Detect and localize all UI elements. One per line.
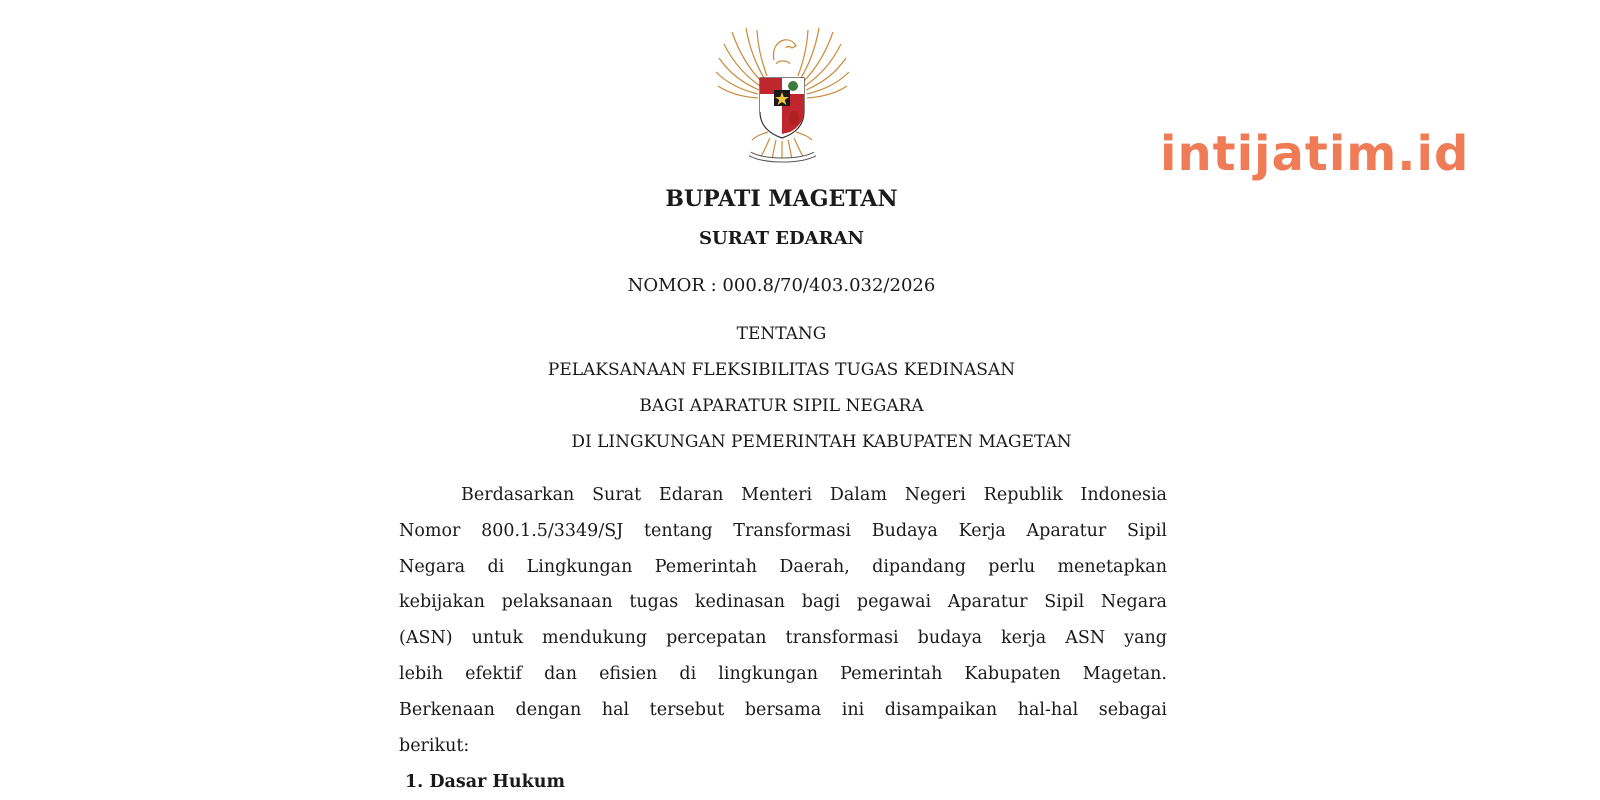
document-subtitle: SURAT EDARAN: [699, 228, 864, 249]
body-line: lebih efektif dan efisien di lingkungan Pemerintah Kabupaten Magetan.: [399, 663, 1167, 684]
body-line: berikut:: [399, 735, 470, 756]
subject-line: BAGI APARATUR SIPIL NEGARA: [639, 396, 924, 416]
document-title: BUPATI MAGETAN: [665, 186, 898, 212]
body-line: kebijakan pelaksanaan tugas kedinasan bagi pegawai Aparatur Sipil Negara: [399, 592, 1167, 613]
list-item-first: 1. Dasar Hukum: [405, 772, 566, 792]
garuda-pancasila-emblem-icon: [710, 20, 855, 170]
subject-line: DI LINGKUNGAN PEMERINTAH KABUPATEN MAGETAN: [571, 432, 1072, 452]
body-paragraph: [399, 478, 1167, 764]
tentang-label: TENTANG: [736, 324, 827, 344]
body-line: Berdasarkan Surat Edaran Menteri Dalam Negeri Republik Indonesia: [461, 485, 1167, 505]
watermark-logo: intijatim.id: [1160, 126, 1470, 182]
body-line: Negara di Lingkungan Pemerintah Daerah, dipandang perlu menetapkan: [399, 556, 1167, 577]
body-line: Berkenaan dengan hal tersebut bersama ini disampaikan hal-hal sebagai: [399, 699, 1167, 720]
subject-line: PELAKSANAAN FLEKSIBILITAS TUGAS KEDINASAN: [547, 360, 1016, 380]
body-line: Nomor 800.1.5/3349/SJ tentang Transformasi Budaya Kerja Aparatur Sipil: [399, 520, 1167, 541]
body-line: (ASN) untuk mendukung percepatan transformasi budaya kerja ASN yang: [399, 628, 1167, 649]
document-number: NOMOR : 000.8/70/403.032/2026: [627, 275, 936, 296]
